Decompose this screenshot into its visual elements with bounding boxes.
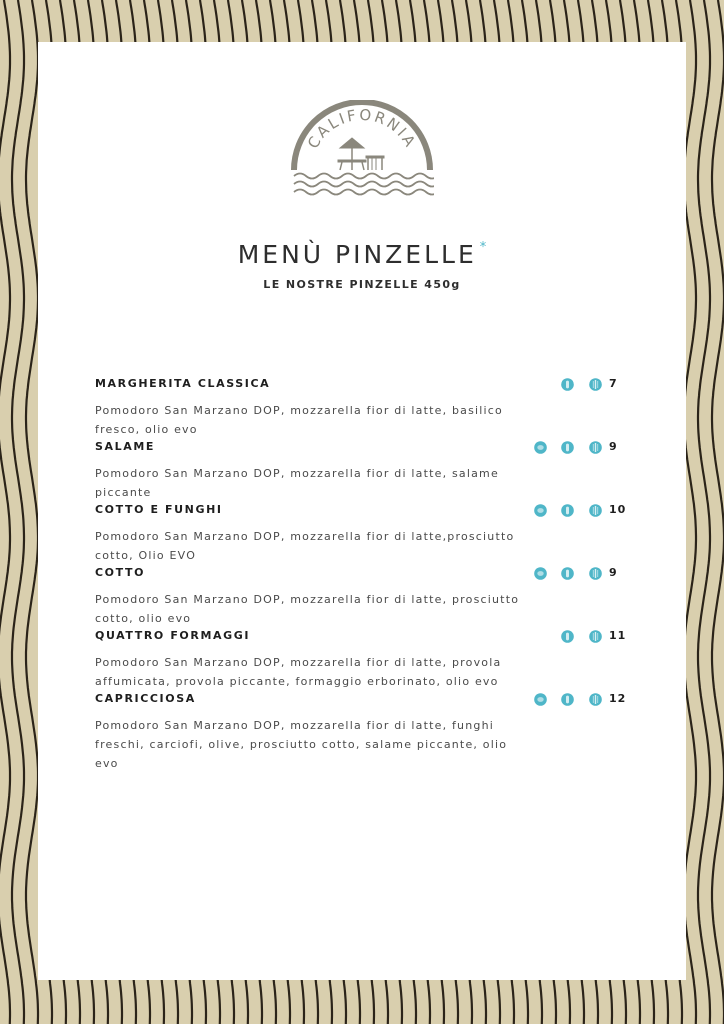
menu-items-list	[95, 376, 635, 773]
menu-item-name: MARGHERITA CLASSICA	[95, 377, 271, 390]
menu-item-description: Pomodoro San Marzano DOP, mozzarella fior di latte, salame piccante	[95, 467, 499, 499]
menu-item-price: 11	[609, 629, 627, 642]
dairy-icon	[589, 502, 602, 515]
menu-card	[38, 42, 686, 980]
allergen-icons	[534, 628, 604, 644]
dairy-icon	[589, 628, 602, 641]
meat-icon	[534, 502, 547, 515]
menu-item-price: 9	[609, 440, 618, 453]
menu-item-header	[95, 691, 635, 715]
menu-item-price: 9	[609, 566, 618, 579]
menu-item-description: Pomodoro San Marzano DOP, mozzarella fior di latte, provola affumicata, provola piccante, formaggio erborinato, olio evo	[95, 656, 502, 688]
menu-item	[95, 691, 635, 773]
menu-item	[95, 565, 635, 628]
menu-item-name: COTTO E FUNGHI	[95, 503, 223, 516]
menu-item-name: SALAME	[95, 440, 156, 453]
gluten-icon	[561, 439, 574, 452]
allergen-icons	[534, 502, 604, 518]
california-logo	[290, 100, 434, 200]
menu-item-header	[95, 628, 635, 652]
menu-item-name: COTTO	[95, 566, 146, 579]
menu-item-description: Pomodoro San Marzano DOP, mozzarella fior di latte, prosciutto cotto, olio evo	[95, 593, 520, 625]
menu-item	[95, 376, 635, 439]
allergen-icons	[534, 565, 604, 581]
meat-icon	[534, 565, 547, 578]
menu-item-price: 12	[609, 692, 627, 705]
umbrella-icon	[338, 138, 384, 170]
allergen-icons	[534, 439, 604, 455]
menu-item-price: 7	[609, 377, 618, 390]
page-title: MENÙ PINZELLE *	[237, 240, 487, 269]
waves-icon	[294, 174, 434, 195]
asterisk-mark: *	[479, 240, 487, 255]
allergen-icons	[534, 376, 604, 392]
menu-item-header	[95, 565, 635, 589]
menu-item-description: Pomodoro San Marzano DOP, mozzarella fior di latte,prosciutto cotto, Olio EVO	[95, 530, 515, 562]
dairy-icon	[589, 691, 602, 704]
gluten-icon	[561, 565, 574, 578]
menu-item-price: 10	[609, 503, 627, 516]
dairy-icon	[589, 565, 602, 578]
menu-item-name: QUATTRO FORMAGGI	[95, 629, 251, 642]
gluten-icon	[561, 502, 574, 515]
menu-item-name: CAPRICCIOSA	[95, 692, 196, 705]
menu-item	[95, 439, 635, 502]
meat-icon	[534, 439, 547, 452]
svg-text:CALIFORNIA: CALIFORNIA	[303, 105, 421, 152]
menu-item	[95, 628, 635, 691]
page-subtitle: LE NOSTRE PINZELLE 450g	[263, 278, 461, 291]
menu-item-description: Pomodoro San Marzano DOP, mozzarella fior di latte, funghi freschi, carciofi, olive, prosciutto cotto, salame piccante, olio evo	[95, 719, 508, 770]
allergen-icons	[534, 691, 604, 707]
menu-item-header	[95, 376, 635, 400]
meat-icon	[534, 691, 547, 704]
gluten-icon	[561, 691, 574, 704]
menu-item-header	[95, 439, 635, 463]
gluten-icon	[561, 628, 574, 641]
menu-item-description: Pomodoro San Marzano DOP, mozzarella fior di latte, basilico fresco, olio evo	[95, 404, 503, 436]
dairy-icon	[589, 439, 602, 452]
menu-item	[95, 502, 635, 565]
dairy-icon	[589, 376, 602, 389]
gluten-icon	[561, 376, 574, 389]
menu-item-header	[95, 502, 635, 526]
